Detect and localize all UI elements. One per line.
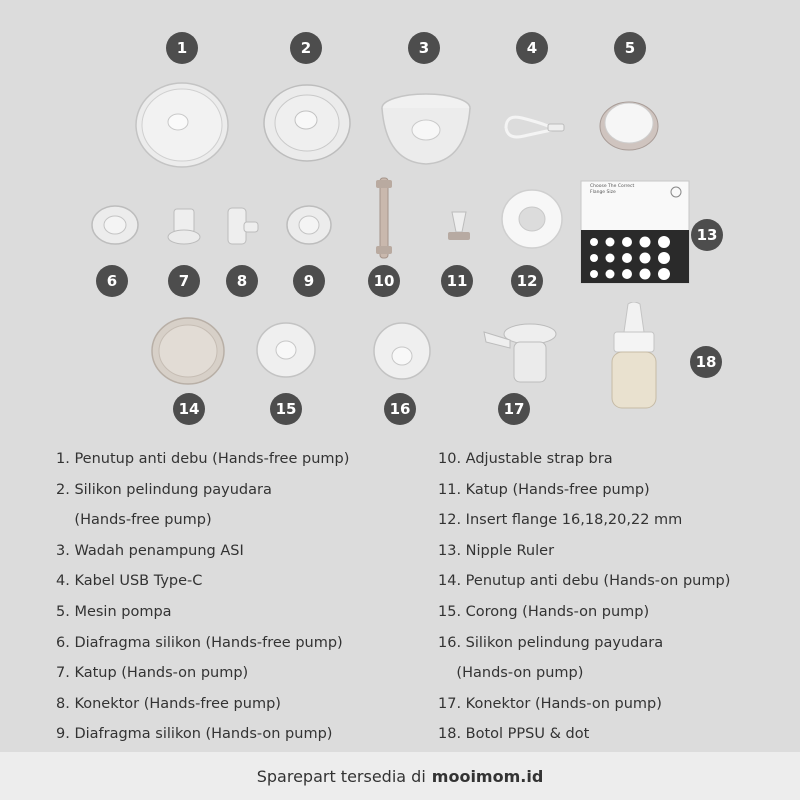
list-item: 6. Diafragma silikon (Hands-free pump) (56, 634, 343, 651)
part-number-badge: 9 (293, 265, 325, 297)
connector-handsfree-image (222, 204, 262, 248)
part-number-badge: 12 (511, 265, 543, 297)
list-item: 15. Corong (Hands-on pump) (438, 603, 650, 620)
part-number-badge: 8 (226, 265, 258, 297)
pump-motor-image (598, 96, 660, 152)
diaphragm-handson-image (285, 204, 333, 246)
parts-list-right (438, 444, 730, 750)
ruler-card-subheading: Flange Size (590, 190, 616, 195)
part-number-badge: 15 (270, 393, 302, 425)
list-item: 14. Penutup anti debu (Hands-on pump) (438, 573, 731, 590)
part-number-badge: 2 (290, 32, 322, 64)
list-item: 18. Botol PPSU & dot (438, 726, 590, 743)
connector-handson-image (478, 318, 560, 386)
list-item: 2. Silikon pelindung payudara (56, 481, 272, 498)
dust-cover-handsfree-image (133, 80, 231, 170)
list-item: 16. Silikon pelindung payudara (438, 634, 664, 651)
part-number-badge: 7 (168, 265, 200, 297)
list-item: 5. Mesin pompa (56, 603, 172, 620)
breast-shield-handson-image (372, 320, 432, 382)
part-number-badge: 14 (173, 393, 205, 425)
list-item: 9. Diafragma silikon (Hands-on pump) (56, 726, 333, 743)
footer-site-link[interactable]: mooimom.id (431, 766, 544, 786)
valve-handsfree-image (444, 208, 474, 244)
list-item: 10. Adjustable strap bra (438, 451, 613, 467)
part-number-badge: 16 (384, 393, 416, 425)
list-item: 13. Nipple Ruler (438, 542, 555, 559)
part-number-badge: 5 (614, 32, 646, 64)
list-item: 7. Katup (Hands-on pump) (56, 665, 249, 682)
part-number-badge: 18 (690, 346, 722, 378)
breast-shield-handsfree-image (262, 82, 352, 164)
bottle-image (606, 302, 662, 412)
footer-text: Sparepart tersedia di (256, 766, 426, 786)
list-item: 8. Konektor (Hands-free pump) (56, 695, 281, 712)
list-item: 3. Wadah penampung ASI (56, 542, 244, 559)
ruler-card-heading: Choose The Correct (590, 184, 635, 189)
diaphragm-handsfree-image (90, 204, 140, 246)
dust-cover-handson-image (150, 316, 226, 386)
list-item: 17. Konektor (Hands-on pump) (438, 695, 662, 712)
insert-flange-image (500, 188, 564, 250)
valve-handson-image (164, 205, 204, 247)
footer-bar (0, 752, 800, 800)
usb-cable-image (498, 108, 570, 148)
part-number-badge: 4 (516, 32, 548, 64)
part-number-badge: 3 (408, 32, 440, 64)
part-number-badge: 11 (441, 265, 473, 297)
funnel-handson-image (255, 320, 317, 380)
ruler-card-text (590, 184, 634, 196)
list-item: (Hands-on pump) (438, 665, 584, 682)
part-number-badge: 1 (166, 32, 198, 64)
part-number-badge: 13 (691, 219, 723, 251)
parts-list-left (56, 444, 349, 750)
part-number-badge: 10 (368, 265, 400, 297)
bra-strap-image (370, 176, 398, 260)
list-item: 11. Katup (Hands-free pump) (438, 481, 650, 498)
list-item: 1. Penutup anti debu (Hands-free pump) (56, 451, 350, 467)
part-number-badge: 6 (96, 265, 128, 297)
list-item: 4. Kabel USB Type-C (56, 573, 203, 590)
list-item: (Hands-free pump) (56, 512, 212, 529)
part-number-badge: 17 (498, 393, 530, 425)
milk-container-image (378, 78, 474, 166)
list-item: 12. Insert flange 16,18,20,22 mm (438, 512, 683, 529)
